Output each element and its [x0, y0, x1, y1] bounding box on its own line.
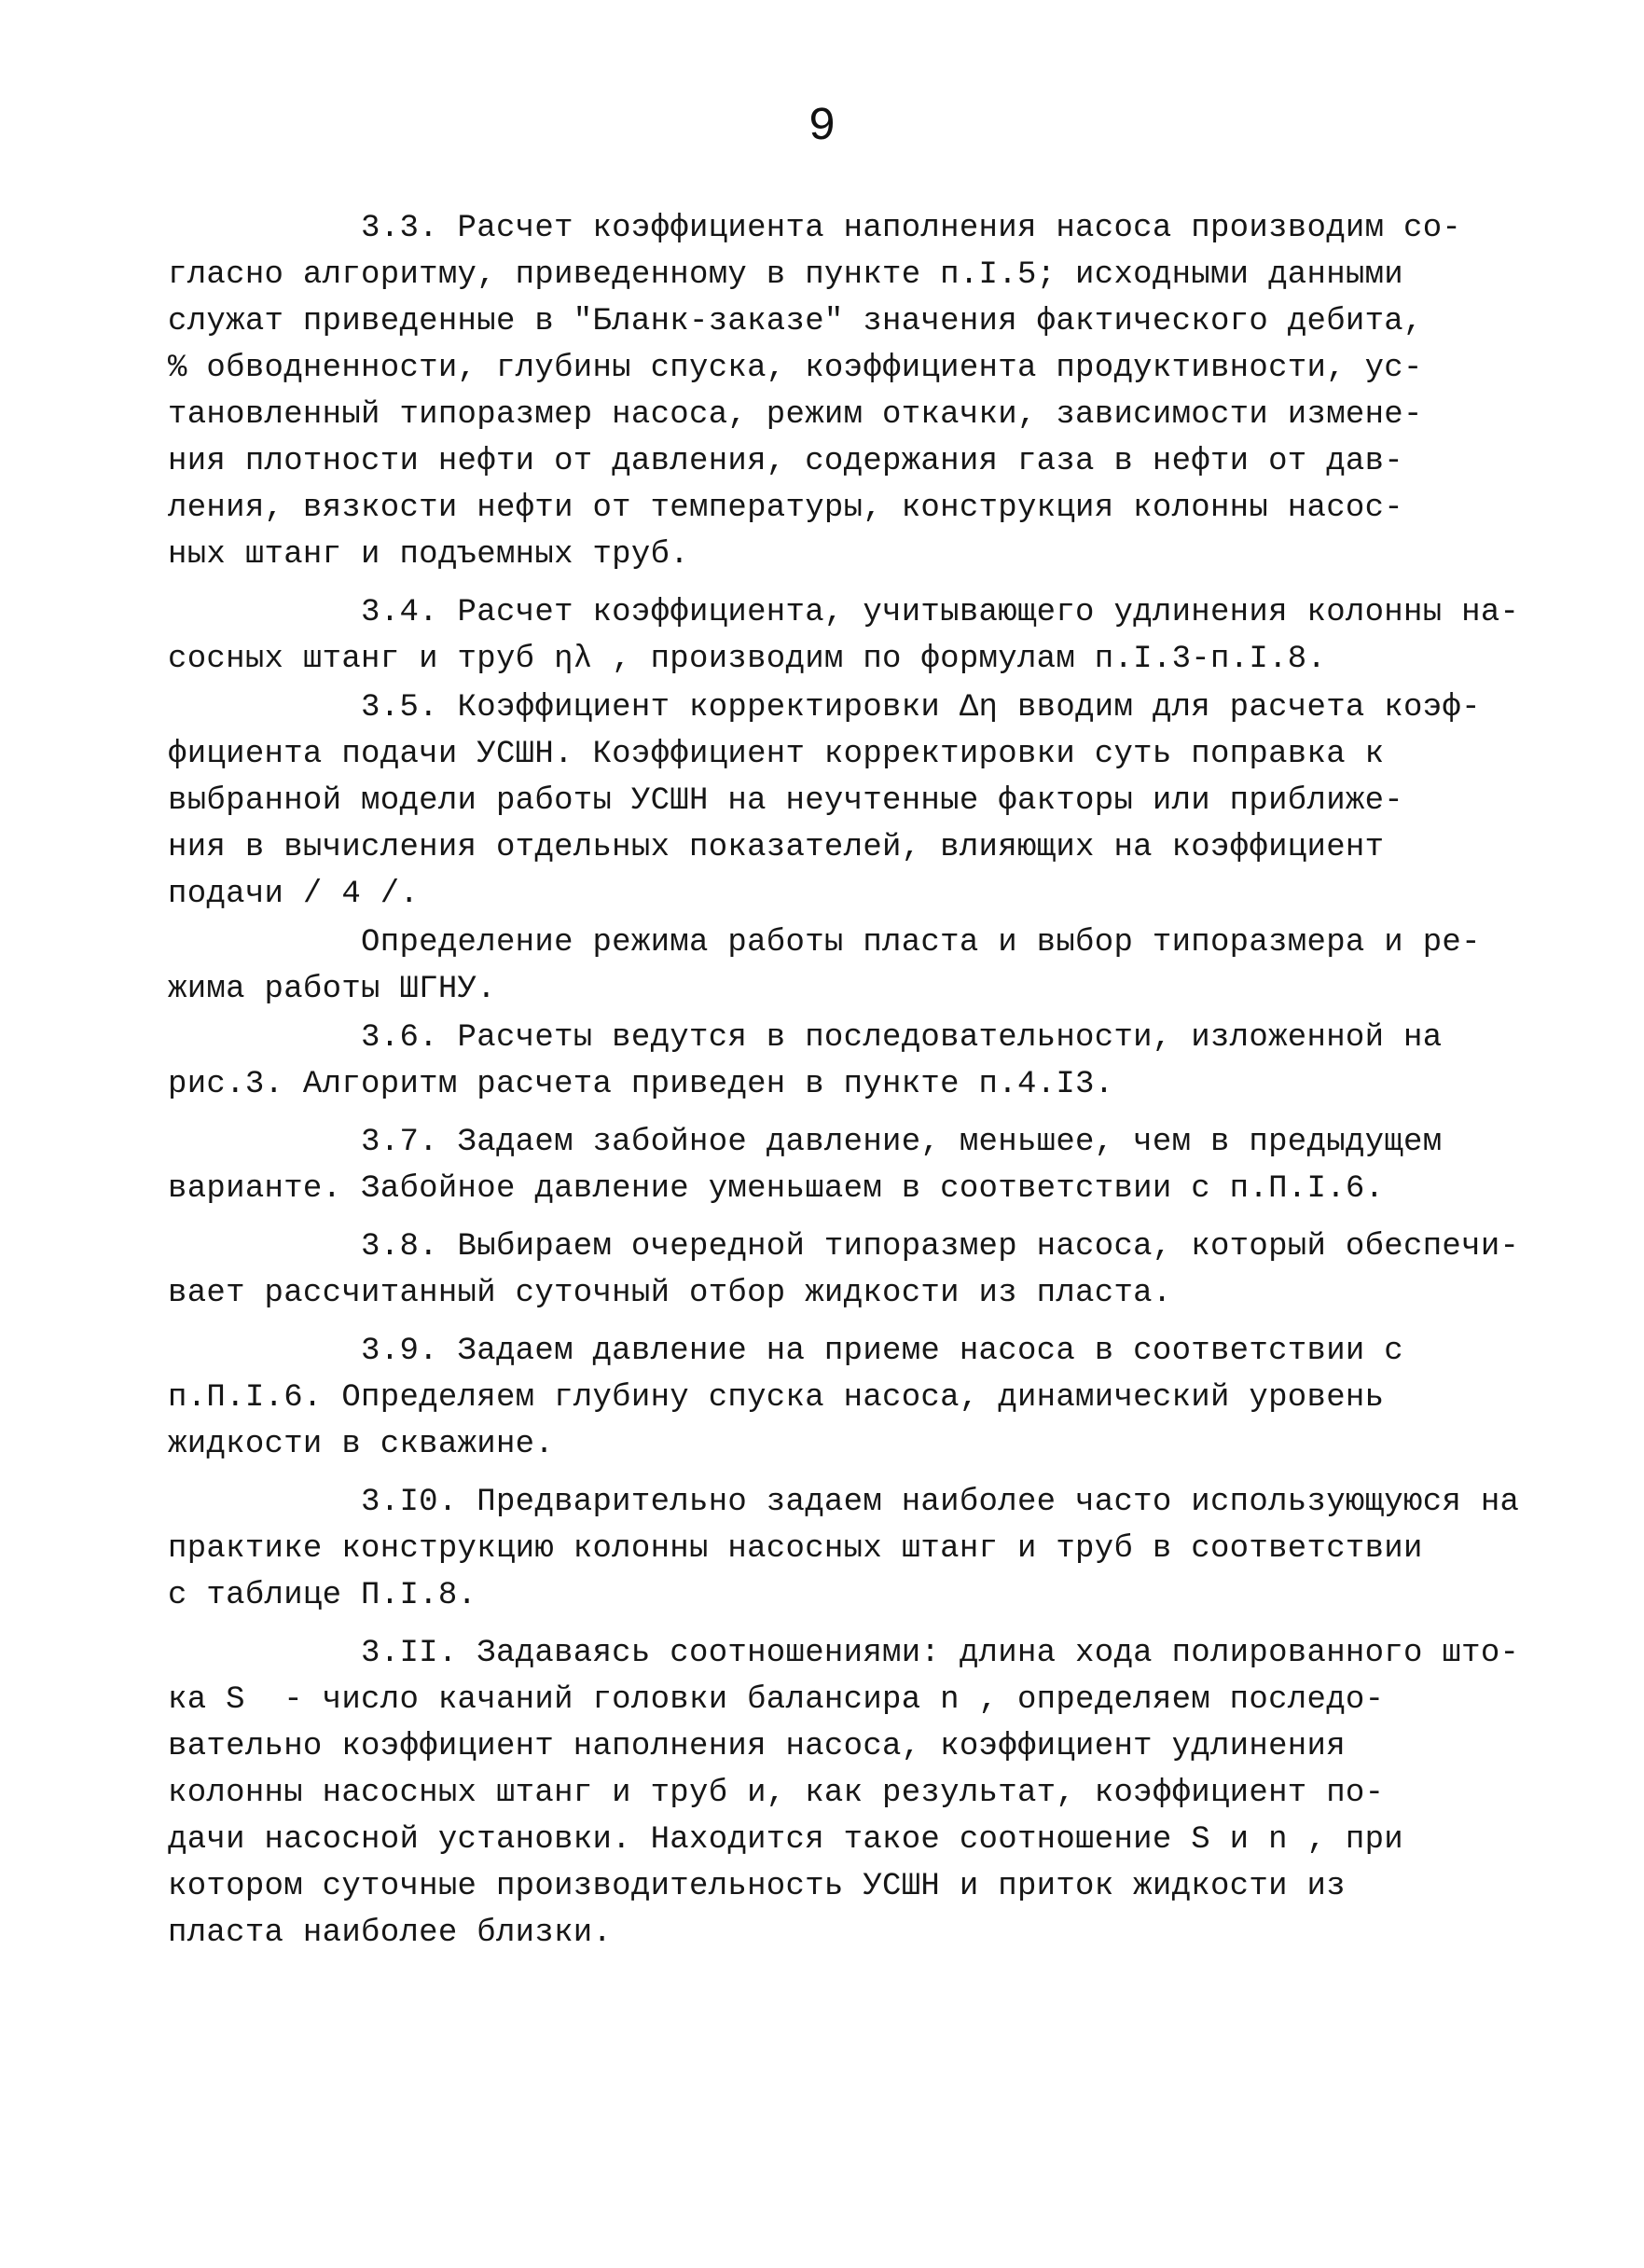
- text-line: выбранной модели работы УСШН на неучтенные факторы или приближе-: [168, 783, 1404, 819]
- text-line: колонны насосных штанг и труб и, как результат, коэффициент по-: [168, 1776, 1385, 1811]
- text-line: жидкости в скважине.: [168, 1427, 555, 1462]
- text-line: вательно коэффициент наполнения насоса, коэффициент удлинения: [168, 1729, 1346, 1764]
- text-line: 3.5. Коэффициент корректировки Δη вводим для расчета коэф-: [168, 690, 1481, 726]
- text-line: 3.II. Задаваясь соотношениями: длина хода полированного што-: [168, 1636, 1520, 1671]
- text-line: 3.9. Задаем давление на приеме насоса в соответствии с: [168, 1334, 1404, 1369]
- text-line: вает рассчитанный суточный отбор жидкости из пласта.: [168, 1276, 1172, 1311]
- paragraph-3-6: [168, 1015, 1443, 1108]
- text-line: ния в вычисления отдельных показателей, влияющих на коэффициент: [168, 830, 1385, 865]
- text-line: рис.3. Алгоритм расчета приведен в пункте п.4.I3.: [168, 1067, 1114, 1102]
- text-line: ка S - число качаний головки балансира n , определяем последо-: [168, 1682, 1385, 1718]
- text-line: практике конструкцию колонны насосных штанг и труб в соответствии: [168, 1531, 1423, 1567]
- paragraph-3-5: [168, 685, 1481, 918]
- paragraph-3-10: [168, 1479, 1520, 1619]
- paragraph-3-4: [168, 589, 1520, 683]
- text-line: подачи / 4 /.: [168, 877, 420, 912]
- text-line: варианте. Забойное давление уменьшаем в соответствии с п.П.I.6.: [168, 1171, 1385, 1207]
- text-line: п.П.I.6. Определяем глубину спуска насоса, динамический уровень: [168, 1380, 1385, 1416]
- text-line: 3.6. Расчеты ведутся в последовательности, изложенной на: [168, 1020, 1443, 1056]
- paragraph-section-heading: [168, 920, 1481, 1013]
- text-line: тановленный типоразмер насоса, режим откачки, зависимости измене-: [168, 397, 1423, 433]
- paragraph-3-11: [168, 1630, 1520, 1957]
- text-line: ния плотности нефти от давления, содержания газа в нефти от дав-: [168, 444, 1404, 479]
- text-line: 3.I0. Предварительно задаем наиболее часто использующуюся на: [168, 1485, 1520, 1520]
- text-line: ления, вязкости нефти от температуры, конструкция колонны насос-: [168, 491, 1404, 526]
- text-line: 3.8. Выбираем очередной типоразмер насоса, который обеспечи-: [168, 1229, 1520, 1265]
- paragraph-3-3: [168, 205, 1462, 578]
- text-line: пласта наиболее близки.: [168, 1915, 613, 1951]
- text-line: 3.3. Расчет коэффициента наполнения насоса производим со-: [168, 211, 1462, 246]
- text-line: котором суточные производительность УСШН и приток жидкости из: [168, 1869, 1346, 1904]
- text-line: ных штанг и подъемных труб.: [168, 537, 689, 573]
- text-line: сосных штанг и труб ηλ , производим по формулам п.I.3-п.I.8.: [168, 642, 1327, 677]
- text-line: % обводненности, глубины спуска, коэффициента продуктивности, ус-: [168, 351, 1423, 386]
- paragraph-3-8: [168, 1224, 1520, 1317]
- paragraph-3-7: [168, 1119, 1443, 1212]
- text-line: 3.4. Расчет коэффициента, учитывающего удлинения колонны на-: [168, 595, 1520, 630]
- text-line: служат приведенные в "Бланк-заказе" значения фактического дебита,: [168, 304, 1423, 339]
- text-line: жима работы ШГНУ.: [168, 972, 496, 1007]
- paragraph-3-9: [168, 1328, 1404, 1468]
- document-body: [168, 205, 1520, 1957]
- text-line: фициента подачи УСШН. Коэффициент корректировки суть поправка к: [168, 737, 1385, 772]
- page-number: 9: [808, 101, 836, 154]
- text-line: Определение режима работы пласта и выбор типоразмера и ре-: [168, 925, 1481, 961]
- text-line: гласно алгоритму, приведенному в пункте п.I.5; исходными данными: [168, 257, 1404, 293]
- text-line: дачи насосной установки. Находится такое соотношение S и n , при: [168, 1822, 1404, 1858]
- text-line: 3.7. Задаем забойное давление, меньшее, чем в предыдущем: [168, 1125, 1443, 1160]
- text-line: с таблице П.I.8.: [168, 1578, 477, 1613]
